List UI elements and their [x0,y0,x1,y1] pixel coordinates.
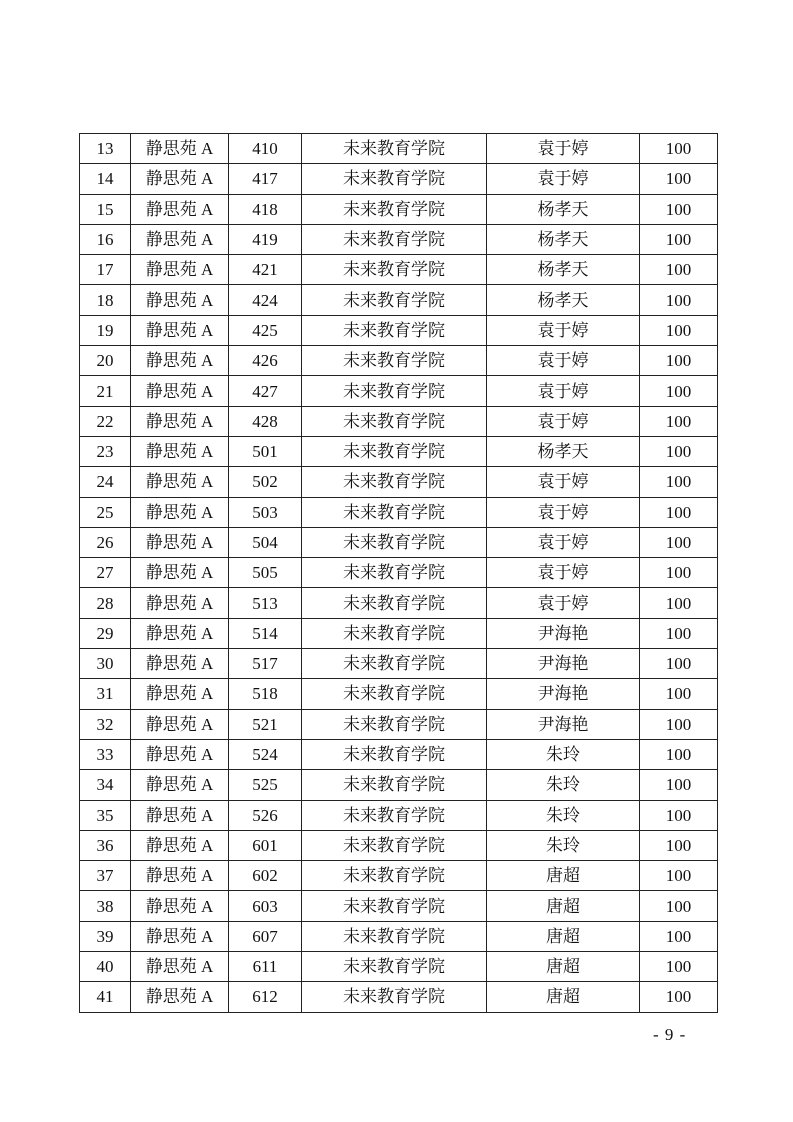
score-cell: 100 [640,224,718,254]
score-cell: 100 [640,679,718,709]
person-in-charge-cell: 尹海艳 [487,679,640,709]
building-cell: 静思苑 A [131,436,229,466]
college-cell: 未来教育学院 [302,770,487,800]
row-number-cell: 14 [80,164,131,194]
room-number-cell: 426 [229,346,302,376]
person-in-charge-cell: 杨孝天 [487,194,640,224]
room-number-cell: 501 [229,436,302,466]
building-cell: 静思苑 A [131,406,229,436]
score-cell: 100 [640,194,718,224]
row-number-cell: 24 [80,467,131,497]
college-cell: 未来教育学院 [302,739,487,769]
score-cell: 100 [640,315,718,345]
building-cell: 静思苑 A [131,497,229,527]
table-body [80,134,718,1013]
table-row [80,346,718,376]
score-cell: 100 [640,830,718,860]
table-row [80,679,718,709]
table-row [80,467,718,497]
college-cell: 未来教育学院 [302,194,487,224]
person-in-charge-cell: 袁于婷 [487,406,640,436]
table-row [80,436,718,466]
college-cell: 未来教育学院 [302,558,487,588]
room-number-cell: 418 [229,194,302,224]
building-cell: 静思苑 A [131,618,229,648]
score-cell: 100 [640,982,718,1012]
college-cell: 未来教育学院 [302,224,487,254]
table-row [80,134,718,164]
score-cell: 100 [640,527,718,557]
row-number-cell: 30 [80,649,131,679]
row-number-cell: 17 [80,255,131,285]
table-row [80,376,718,406]
row-number-cell: 39 [80,921,131,951]
college-cell: 未来教育学院 [302,467,487,497]
room-number-cell: 427 [229,376,302,406]
building-cell: 静思苑 A [131,194,229,224]
building-cell: 静思苑 A [131,861,229,891]
dormitory-table [79,133,718,1013]
score-cell: 100 [640,497,718,527]
building-cell: 静思苑 A [131,588,229,618]
room-number-cell: 505 [229,558,302,588]
table-row [80,891,718,921]
college-cell: 未来教育学院 [302,315,487,345]
room-number-cell: 517 [229,649,302,679]
table-row [80,224,718,254]
row-number-cell: 34 [80,770,131,800]
row-number-cell: 29 [80,618,131,648]
room-number-cell: 611 [229,952,302,982]
person-in-charge-cell: 朱玲 [487,739,640,769]
score-cell: 100 [640,134,718,164]
table-row [80,527,718,557]
score-cell: 100 [640,709,718,739]
room-number-cell: 513 [229,588,302,618]
table-row [80,285,718,315]
score-cell: 100 [640,800,718,830]
person-in-charge-cell: 朱玲 [487,800,640,830]
table-row [80,618,718,648]
person-in-charge-cell: 袁于婷 [487,527,640,557]
room-number-cell: 425 [229,315,302,345]
person-in-charge-cell: 尹海艳 [487,709,640,739]
person-in-charge-cell: 袁于婷 [487,558,640,588]
building-cell: 静思苑 A [131,558,229,588]
building-cell: 静思苑 A [131,467,229,497]
row-number-cell: 32 [80,709,131,739]
score-cell: 100 [640,770,718,800]
table-row [80,194,718,224]
room-number-cell: 601 [229,830,302,860]
row-number-cell: 31 [80,679,131,709]
score-cell: 100 [640,618,718,648]
building-cell: 静思苑 A [131,982,229,1012]
college-cell: 未来教育学院 [302,164,487,194]
person-in-charge-cell: 唐超 [487,921,640,951]
room-number-cell: 612 [229,982,302,1012]
row-number-cell: 16 [80,224,131,254]
college-cell: 未来教育学院 [302,436,487,466]
person-in-charge-cell: 唐超 [487,891,640,921]
college-cell: 未来教育学院 [302,891,487,921]
building-cell: 静思苑 A [131,800,229,830]
building-cell: 静思苑 A [131,830,229,860]
room-number-cell: 410 [229,134,302,164]
row-number-cell: 27 [80,558,131,588]
row-number-cell: 38 [80,891,131,921]
table-row [80,861,718,891]
room-number-cell: 421 [229,255,302,285]
college-cell: 未来教育学院 [302,346,487,376]
building-cell: 静思苑 A [131,527,229,557]
room-number-cell: 526 [229,800,302,830]
person-in-charge-cell: 袁于婷 [487,467,640,497]
table-row [80,952,718,982]
table-row [80,255,718,285]
college-cell: 未来教育学院 [302,406,487,436]
room-number-cell: 514 [229,618,302,648]
table-row [80,558,718,588]
table-row [80,739,718,769]
college-cell: 未来教育学院 [302,982,487,1012]
college-cell: 未来教育学院 [302,255,487,285]
row-number-cell: 22 [80,406,131,436]
college-cell: 未来教育学院 [302,921,487,951]
document-page [79,133,717,1013]
college-cell: 未来教育学院 [302,709,487,739]
college-cell: 未来教育学院 [302,830,487,860]
building-cell: 静思苑 A [131,285,229,315]
person-in-charge-cell: 杨孝天 [487,224,640,254]
row-number-cell: 28 [80,588,131,618]
building-cell: 静思苑 A [131,709,229,739]
table-row [80,830,718,860]
room-number-cell: 502 [229,467,302,497]
table-row [80,709,718,739]
score-cell: 100 [640,588,718,618]
score-cell: 100 [640,649,718,679]
building-cell: 静思苑 A [131,921,229,951]
score-cell: 100 [640,558,718,588]
table-row [80,588,718,618]
building-cell: 静思苑 A [131,346,229,376]
room-number-cell: 602 [229,861,302,891]
table-row [80,315,718,345]
table-row [80,497,718,527]
building-cell: 静思苑 A [131,134,229,164]
row-number-cell: 21 [80,376,131,406]
room-number-cell: 525 [229,770,302,800]
table-row [80,649,718,679]
table-row [80,800,718,830]
score-cell: 100 [640,861,718,891]
score-cell: 100 [640,164,718,194]
person-in-charge-cell: 袁于婷 [487,164,640,194]
college-cell: 未来教育学院 [302,588,487,618]
room-number-cell: 524 [229,739,302,769]
table-row [80,770,718,800]
row-number-cell: 23 [80,436,131,466]
score-cell: 100 [640,467,718,497]
person-in-charge-cell: 唐超 [487,982,640,1012]
row-number-cell: 26 [80,527,131,557]
building-cell: 静思苑 A [131,224,229,254]
room-number-cell: 504 [229,527,302,557]
room-number-cell: 419 [229,224,302,254]
person-in-charge-cell: 袁于婷 [487,497,640,527]
building-cell: 静思苑 A [131,679,229,709]
room-number-cell: 428 [229,406,302,436]
room-number-cell: 503 [229,497,302,527]
building-cell: 静思苑 A [131,649,229,679]
college-cell: 未来教育学院 [302,497,487,527]
building-cell: 静思苑 A [131,891,229,921]
person-in-charge-cell: 杨孝天 [487,436,640,466]
college-cell: 未来教育学院 [302,618,487,648]
score-cell: 100 [640,739,718,769]
row-number-cell: 25 [80,497,131,527]
row-number-cell: 35 [80,800,131,830]
person-in-charge-cell: 杨孝天 [487,255,640,285]
college-cell: 未来教育学院 [302,800,487,830]
person-in-charge-cell: 袁于婷 [487,346,640,376]
row-number-cell: 40 [80,952,131,982]
person-in-charge-cell: 杨孝天 [487,285,640,315]
row-number-cell: 15 [80,194,131,224]
row-number-cell: 41 [80,982,131,1012]
person-in-charge-cell: 袁于婷 [487,376,640,406]
score-cell: 100 [640,406,718,436]
row-number-cell: 33 [80,739,131,769]
table-row [80,164,718,194]
score-cell: 100 [640,436,718,466]
score-cell: 100 [640,285,718,315]
room-number-cell: 518 [229,679,302,709]
college-cell: 未来教育学院 [302,376,487,406]
score-cell: 100 [640,376,718,406]
score-cell: 100 [640,255,718,285]
table-row [80,982,718,1012]
person-in-charge-cell: 唐超 [487,861,640,891]
building-cell: 静思苑 A [131,739,229,769]
college-cell: 未来教育学院 [302,285,487,315]
building-cell: 静思苑 A [131,164,229,194]
room-number-cell: 607 [229,921,302,951]
row-number-cell: 18 [80,285,131,315]
person-in-charge-cell: 袁于婷 [487,315,640,345]
page-number: - 9 - [653,1025,687,1044]
college-cell: 未来教育学院 [302,679,487,709]
score-cell: 100 [640,346,718,376]
college-cell: 未来教育学院 [302,649,487,679]
college-cell: 未来教育学院 [302,952,487,982]
score-cell: 100 [640,952,718,982]
building-cell: 静思苑 A [131,255,229,285]
score-cell: 100 [640,891,718,921]
room-number-cell: 424 [229,285,302,315]
building-cell: 静思苑 A [131,952,229,982]
building-cell: 静思苑 A [131,376,229,406]
table-row [80,921,718,951]
person-in-charge-cell: 尹海艳 [487,618,640,648]
row-number-cell: 13 [80,134,131,164]
row-number-cell: 37 [80,861,131,891]
college-cell: 未来教育学院 [302,861,487,891]
room-number-cell: 417 [229,164,302,194]
row-number-cell: 36 [80,830,131,860]
person-in-charge-cell: 袁于婷 [487,134,640,164]
row-number-cell: 20 [80,346,131,376]
person-in-charge-cell: 尹海艳 [487,649,640,679]
table-row [80,406,718,436]
score-cell: 100 [640,921,718,951]
room-number-cell: 603 [229,891,302,921]
person-in-charge-cell: 朱玲 [487,830,640,860]
room-number-cell: 521 [229,709,302,739]
person-in-charge-cell: 袁于婷 [487,588,640,618]
college-cell: 未来教育学院 [302,134,487,164]
college-cell: 未来教育学院 [302,527,487,557]
row-number-cell: 19 [80,315,131,345]
person-in-charge-cell: 唐超 [487,952,640,982]
building-cell: 静思苑 A [131,770,229,800]
person-in-charge-cell: 朱玲 [487,770,640,800]
building-cell: 静思苑 A [131,315,229,345]
